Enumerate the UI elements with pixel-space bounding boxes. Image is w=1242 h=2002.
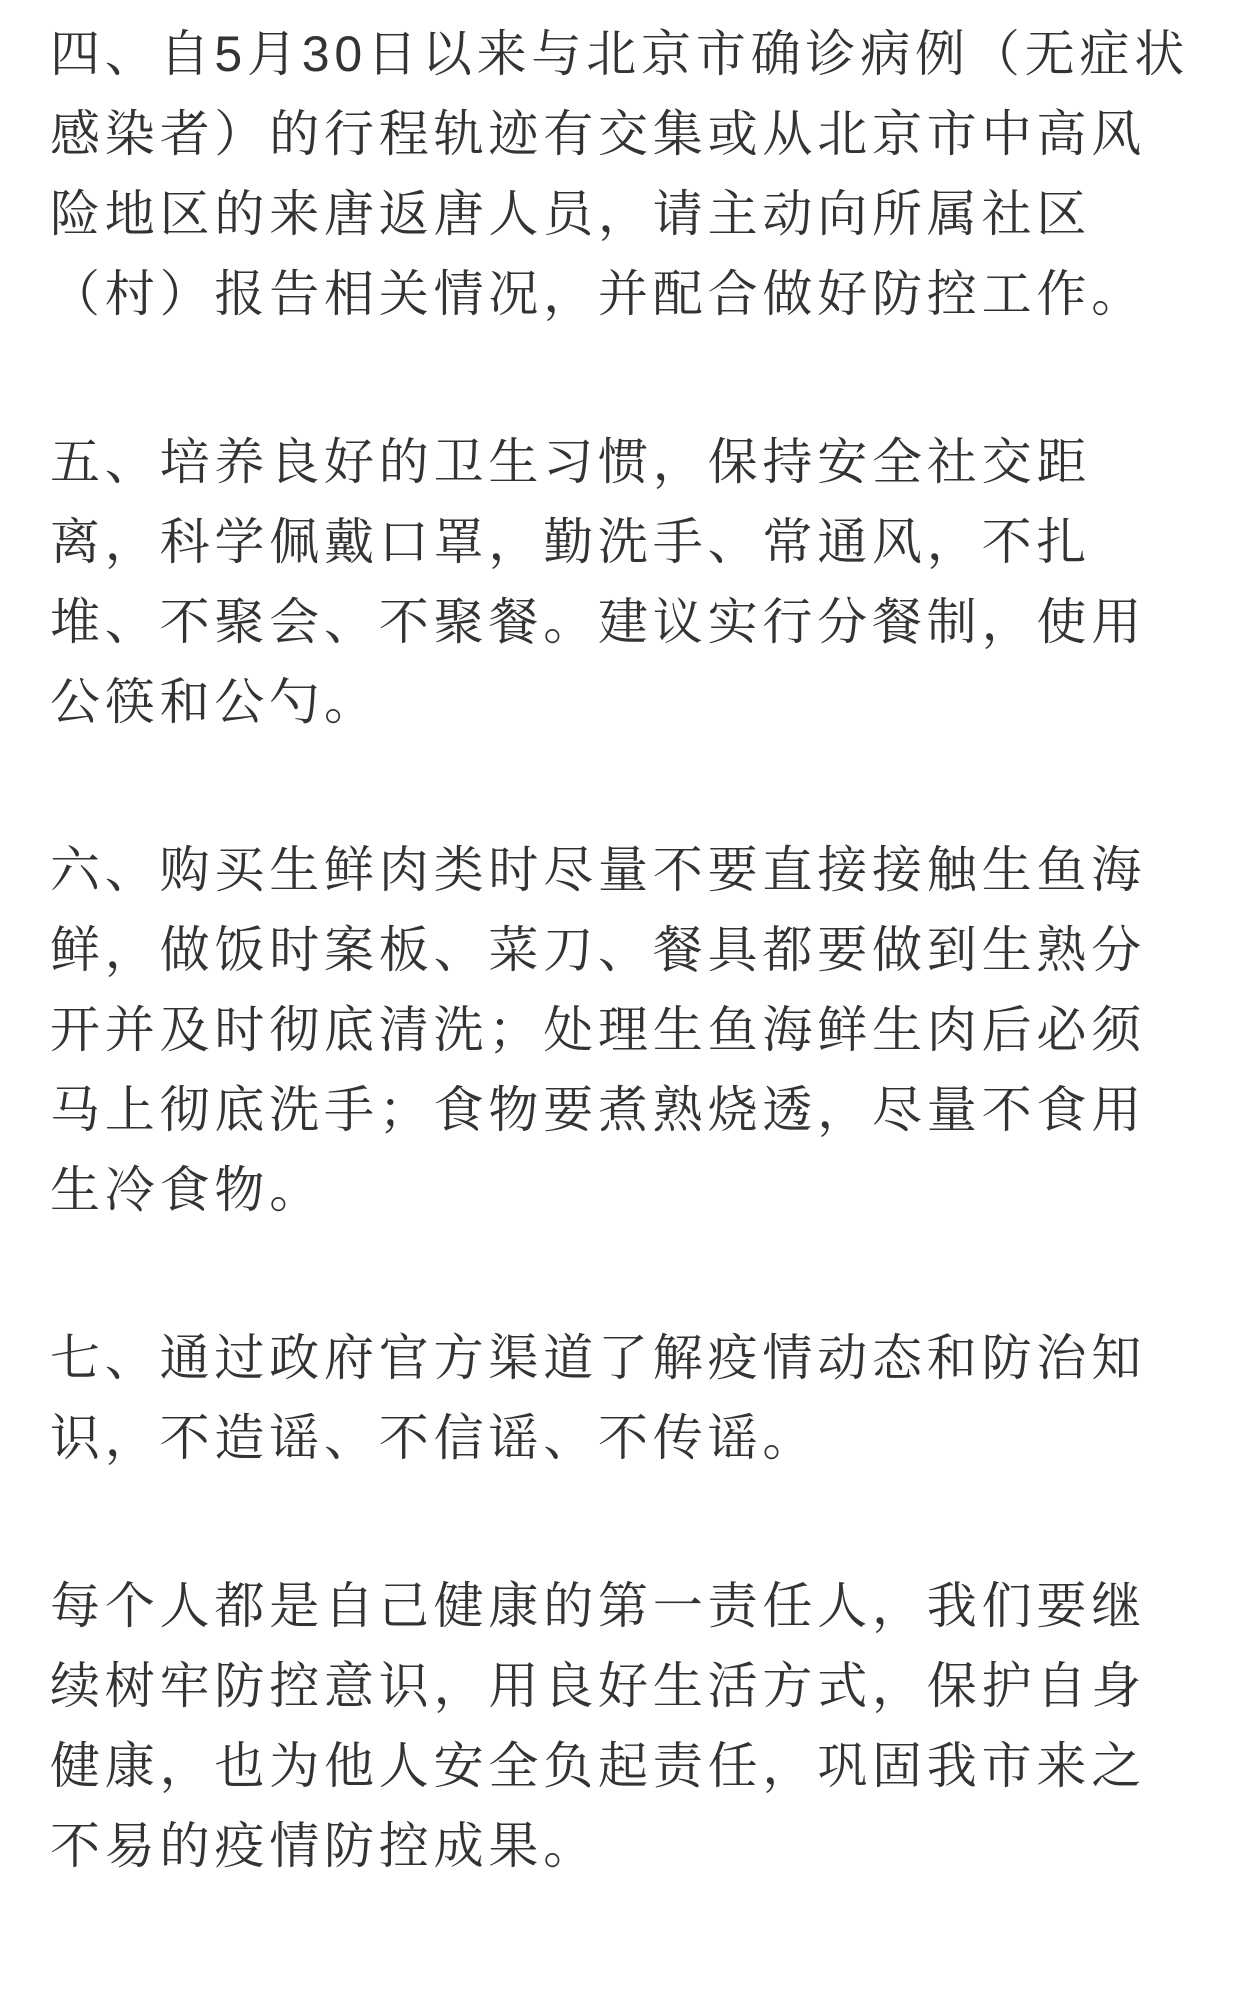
guideline-paragraph-five: 五、培养良好的卫生习惯，保持安全社交距离，科学佩戴口罩，勤洗手、常通风，不扎堆、不聚会、不聚餐。建议实行分餐制，使用公筷和公勺。 (50, 434, 1146, 730)
closing-paragraph: 每个人都是自己健康的第一责任人，我们要继续树牢防控意识，用良好生活方式，保护自身健康，也为他人安全负起责任，巩固我市来之不易的疫情防控成果。 (50, 1578, 1146, 1874)
guideline-paragraph-seven: 七、通过政府官方渠道了解疫情动态和防治知识，不造谣、不信谣、不传谣。 (50, 1330, 1146, 1466)
guideline-paragraph-six: 六、购买生鲜肉类时尽量不要直接接触生鱼海鲜，做饭时案板、菜刀、餐具都要做到生熟分开并及时彻底清洗；处理生鱼海鲜生肉后必须马上彻底洗手；食物要煮熟烧透，尽量不食用生冷食物。 (50, 842, 1146, 1218)
guideline-paragraph-four: 四、自5月30日以来与北京市确诊病例（无症状感染者）的行程轨迹有交集或从北京市中高风险地区的来唐返唐人员，请主动向所属社区（村）报告相关情况，并配合做好防控工作。 (50, 26, 1190, 322)
